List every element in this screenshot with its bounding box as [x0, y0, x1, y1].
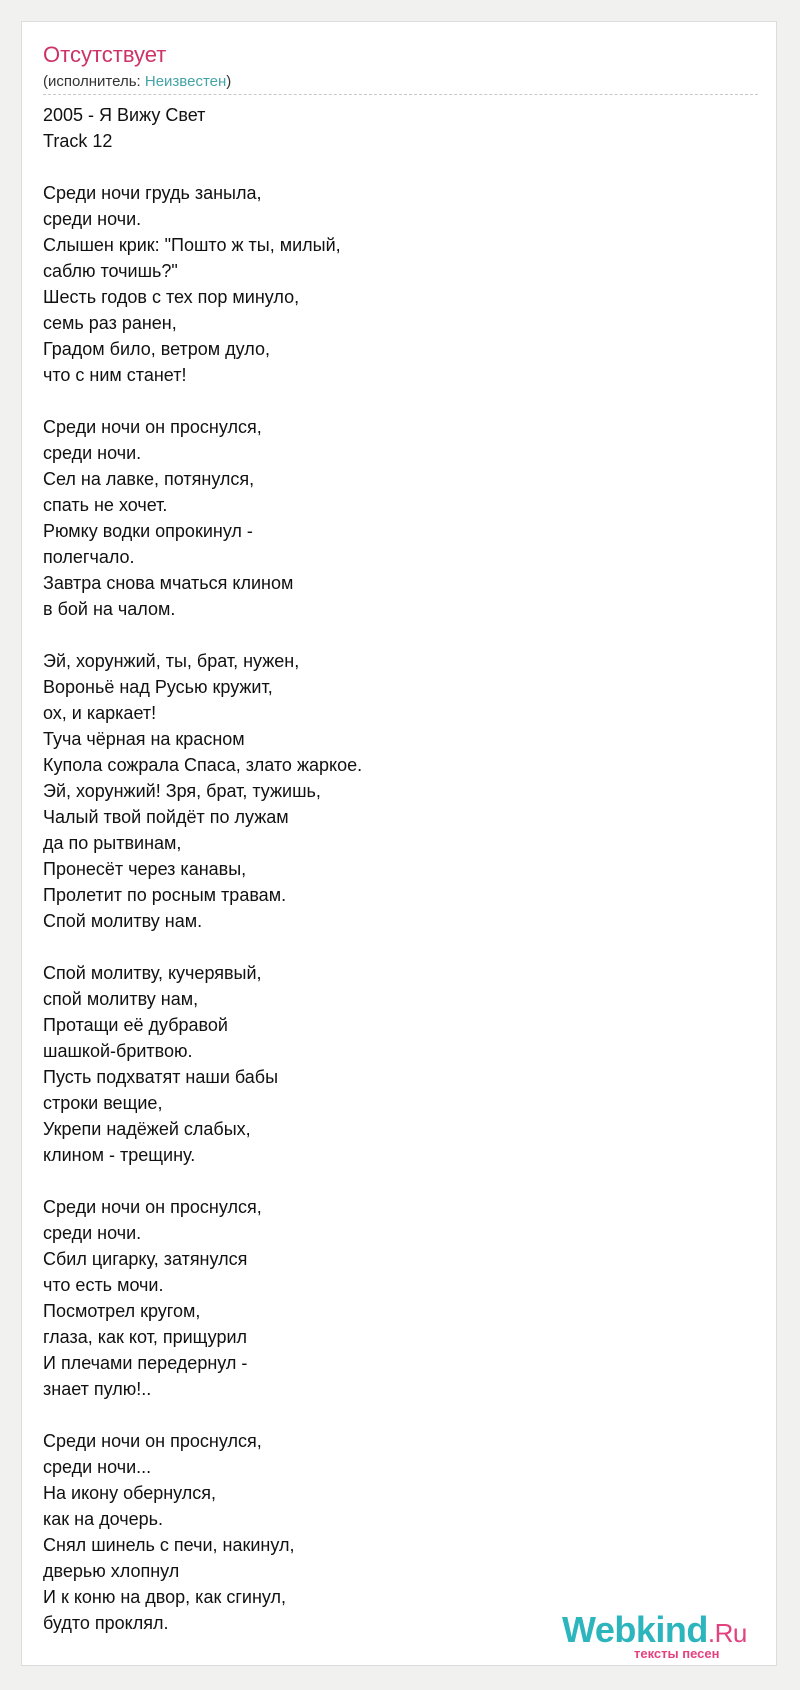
header-divider	[43, 94, 758, 95]
lyric-line: в бой на чалом.	[43, 599, 176, 619]
lyric-line: спать не хочет.	[43, 495, 168, 515]
logo-main-text: Webkind	[562, 1609, 708, 1650]
lyric-line: ох, и каркает!	[43, 703, 157, 723]
lyric-line: что с ним станет!	[43, 365, 187, 385]
lyric-line: дверью хлопнул	[43, 1561, 180, 1581]
logo-tld: .Ru	[707, 1618, 747, 1648]
webkind-logo[interactable]	[562, 1610, 772, 1664]
lyric-blank-line	[43, 388, 743, 414]
lyric-line: Завтра снова мчаться клином	[43, 573, 294, 593]
lyric-line: Рюмку водки опрокинул -	[43, 521, 253, 541]
lyric-blank-line	[43, 622, 743, 648]
lyric-blank-line	[43, 1402, 743, 1428]
lyric-line: И плечами передернул -	[43, 1353, 248, 1373]
artist-suffix: )	[226, 73, 232, 90]
artist-link[interactable]: Неизвестен	[144, 73, 227, 90]
lyric-line: Среди ночи он проснулся,	[43, 417, 262, 437]
logo-tagline: тексты песен	[634, 1646, 720, 1661]
lyric-line: Сел на лавке, потянулся,	[43, 469, 255, 489]
lyric-line: Туча чёрная на красном	[43, 729, 245, 749]
lyric-line: Протащи её дубравой	[43, 1015, 228, 1035]
lyric-line: На икону обернулся,	[43, 1483, 217, 1503]
artist-line	[43, 72, 231, 92]
lyric-line: спой молитву нам,	[43, 989, 199, 1009]
lyrics-text	[43, 102, 743, 1636]
lyric-line: Вороньё над Русью кружит,	[43, 677, 273, 697]
lyric-line: Среди ночи он проснулся,	[43, 1197, 262, 1217]
lyric-line: семь раз ранен,	[43, 313, 177, 333]
lyric-line: Эй, хорунжий, ты, брат, нужен,	[43, 651, 300, 671]
lyric-line: Спой молитву, кучерявый,	[43, 963, 262, 983]
lyric-line: Градом било, ветром дуло,	[43, 339, 270, 359]
lyric-line: Track 12	[43, 131, 113, 151]
lyric-line: Среди ночи он проснулся,	[43, 1431, 262, 1451]
lyric-line: среди ночи...	[43, 1457, 152, 1477]
artist-prefix: (исполнитель:	[43, 73, 145, 90]
lyric-line: клином - трещину.	[43, 1145, 196, 1165]
lyrics-card	[21, 21, 777, 1666]
lyric-line: Шесть годов с тех пор минуло,	[43, 287, 300, 307]
lyric-line: Сбил цигарку, затянулся	[43, 1249, 248, 1269]
lyric-line: Посмотрел кругом,	[43, 1301, 201, 1321]
lyric-line: И к коню на двор, как сгинул,	[43, 1587, 287, 1607]
lyric-line: саблю точишь?"	[43, 261, 178, 281]
lyric-line: знает пулю!..	[43, 1379, 152, 1399]
lyric-blank-line	[43, 154, 743, 180]
lyric-line: что есть мочи.	[43, 1275, 164, 1295]
lyric-blank-line	[43, 1168, 743, 1194]
lyric-line: полегчало.	[43, 547, 135, 567]
lyric-line: среди ночи.	[43, 1223, 142, 1243]
song-title: Отсутствует	[43, 42, 167, 67]
lyric-line: да по рытвинам,	[43, 833, 182, 853]
lyric-line: Среди ночи грудь заныла,	[43, 183, 262, 203]
lyric-line: Слышен крик: "Пошто ж ты, милый,	[43, 235, 341, 255]
lyric-blank-line	[43, 934, 743, 960]
lyric-line: Пролетит по росным травам.	[43, 885, 287, 905]
lyric-line: будто проклял.	[43, 1613, 169, 1633]
lyric-line: как на дочерь.	[43, 1509, 164, 1529]
lyric-line: Чалый твой пойдёт по лужам	[43, 807, 289, 827]
lyric-line: Купола сожрала Спаса, злато жаркое.	[43, 755, 363, 775]
lyric-line: Эй, хорунжий! Зря, брат, тужишь,	[43, 781, 321, 801]
lyric-line: глаза, как кот, прищурил	[43, 1327, 248, 1347]
lyric-line: 2005 - Я Вижу Свет	[43, 105, 206, 125]
lyric-line: среди ночи.	[43, 443, 142, 463]
lyric-line: Пусть подхватят наши бабы	[43, 1067, 279, 1087]
lyric-line: шашкой-бритвою.	[43, 1041, 193, 1061]
lyric-line: Пронесёт через канавы,	[43, 859, 247, 879]
lyric-line: Снял шинель с печи, накинул,	[43, 1535, 295, 1555]
lyric-line: Укрепи надёжей слабых,	[43, 1119, 251, 1139]
lyric-line: Спой молитву нам.	[43, 911, 203, 931]
lyric-line: строки вещие,	[43, 1093, 163, 1113]
lyric-line: среди ночи.	[43, 209, 142, 229]
